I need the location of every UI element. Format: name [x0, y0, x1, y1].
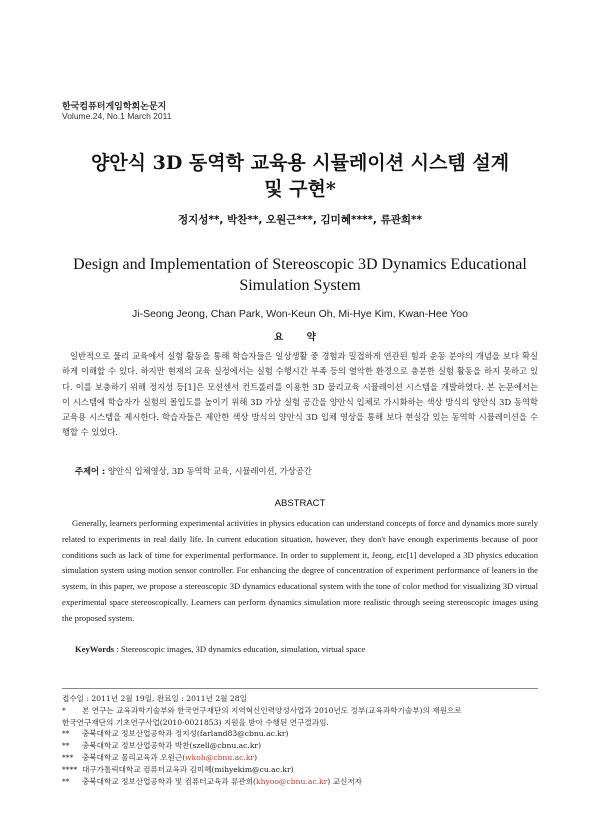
footnote-author-3-close: ): [254, 752, 258, 762]
footnote-author-1: [62, 728, 538, 740]
english-authors: Ji-Seong Jeong, Chan Park, Won-Keun Oh, Mi-Hye Kim, Kwan-Hee Yoo: [132, 308, 468, 320]
footnote-received-date: 접수일 : 2011년 2월 19일, 완료일 : 2011년 2월 28일: [62, 694, 247, 703]
footnote-funding-line-1: 본 연구는 교육과학기술부와 한국연구재단의 지역혁신인력양성사업과 2010년도 정부(교육과학기술부)의 재원으로: [82, 705, 462, 715]
footnote-author-5-close: ) 교신저자: [327, 776, 362, 786]
footnote-author-2-text: 충북대학교 정보산업공학과 박찬(szell@cbnu.ac.kr): [82, 741, 262, 751]
korean-title: [40, 150, 560, 202]
footnote-author-4-text: 대구가톨릭대학교 컴퓨터교육과 김미혜(mihyekim@cu.ac.kr): [82, 764, 294, 774]
footnote-mark: ****: [62, 764, 78, 774]
footnote-funding-continued: 한국연구재단의 기초연구사업(2010-0021853) 지원을 받아 수행된 연구결과임.: [62, 717, 329, 727]
korean-keywords-label: 주제어 :: [75, 466, 106, 476]
footnote-mark: *: [62, 705, 66, 715]
korean-abstract-body: 일반적으로 물리 교육에서 실험 활동을 통해 학습자들은 일상생활 중 경험과 밀접하게 연관된 힘과 운동 분야의 개념을 보다 확실하게 이해할 수 있다. 하지만 현재의 교육 실정에서는 실험 수행시간 부족 등의 열악한 환경으로 충분한 실험 활동을 하지 못하고 있다. 이를 보충하기 위해 정지성 등[1]은 모션센서 컨트롤러를 이용한 3D 물리교육 시뮬레이션 시스템을 개발하였다. 본 논문에서는 이 시스템에 학습자가 실험의 몰입도를 높이기 위해 3D 가상 실험 공간을 양안식 입체로 가시화하는 색상 방식의 양안식 3D 동역학 교육용 시스템을 제시한다. 학습자들은 제안한 색상 방식의 양안식 3D 입체 영상을 통해 보다 현실감 있는 동역학 시뮬레이션을 수행할 수 있었다.: [62, 351, 538, 438]
author-5-email-link[interactable]: khyoo@cbnu.ac.kr: [256, 776, 328, 786]
footnote-author-3-text: 충북대학교 물리교육과 오원근(: [82, 752, 186, 762]
footnote-divider: [62, 688, 538, 689]
footnotes: [62, 693, 538, 787]
english-keywords-label: KeyWords: [75, 644, 115, 654]
korean-title-line-1: 양안식 3D 동역학 교육용 시뮬레이션 시스템 설계: [90, 152, 510, 174]
english-title-line-2: Simulation System: [239, 277, 361, 294]
korean-keywords: [75, 465, 312, 477]
footnote-author-5: [62, 776, 538, 788]
footnote-mark: **: [62, 741, 70, 751]
author-3-email-link[interactable]: wkoh@cbnu.ac.kr: [185, 752, 255, 762]
footnote-mark: ***: [62, 752, 74, 762]
english-abstract-body: Generally, learners performing experimental activities in physics education can understand concepts of force and dynamics more surely related to experiments in real daily life. In current education situation, however, they don't have enough experiments because of poor conditions such as lack of time for experimental performance. In order to supplement it, Jeong, etc[1] developed a 3D physics education simulation system using motion sensor controller. For enhancing the degree of concentration of experiment performance of leaners in the system, in this paper, we propose a stereoscopic 3D dynamics educational system with the tone of color method for visualizing 3D virtual experimental space stereoscopically. Learners can perform dynamics simulation more realistic through seeing stereoscopic images using the proposed system.: [62, 518, 538, 623]
english-title-line-1: Design and Implementation of Stereoscopic 3D Dynamics Educational: [73, 256, 527, 273]
footnote-mark: **: [62, 776, 70, 786]
footnote-author-5-text: 충북대학교 정보산업공학과 및 컴퓨터교육과 류관희(: [82, 776, 256, 786]
english-keywords-text: : Stereoscopic images, 3D dynamics education, simulation, virtual space: [116, 644, 366, 654]
english-abstract-heading: ABSTRACT: [274, 498, 326, 509]
footnote-author-1-text: 충북대학교 정보산업공학과 정지성(farland83@cbnu.ac.kr): [82, 729, 289, 739]
footnote-author-2: [62, 740, 538, 752]
korean-abstract-heading: 요 약: [274, 332, 326, 343]
footnote-mark: **: [62, 729, 70, 739]
footnote-author-3: [62, 752, 538, 764]
korean-title-line-2: 및 구현*: [264, 178, 336, 200]
korean-keywords-text: 양안식 입체영상, 3D 동역학 교육, 시뮬레이션, 가상공간: [107, 466, 312, 476]
english-title: [40, 254, 560, 296]
korean-authors: 정지성**, 박찬**, 오원근***, 김미혜****, 류관희**: [178, 214, 422, 226]
english-keywords: [75, 644, 365, 654]
journal-volume: Volume.24, No.1 March 2011: [62, 111, 172, 121]
journal-name: 한국컴퓨터게임학회논문지: [62, 102, 167, 112]
footnote-author-4: [62, 764, 538, 776]
footnote-funding: [62, 705, 538, 717]
